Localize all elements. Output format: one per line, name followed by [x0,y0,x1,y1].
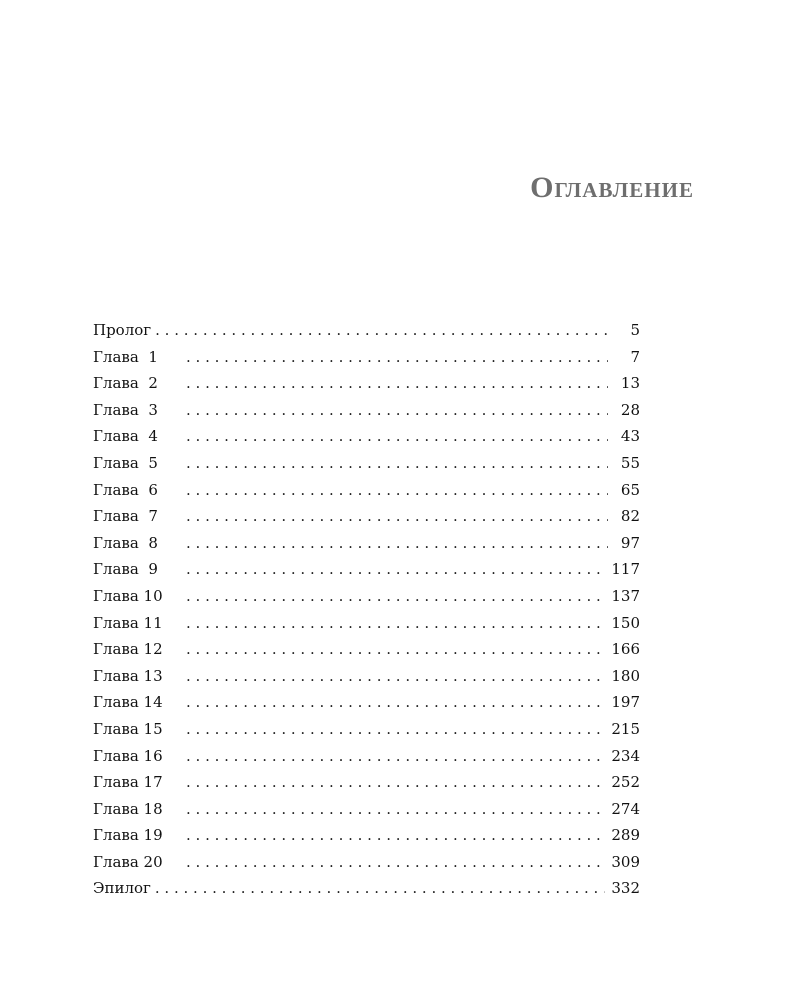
toc-entry-chapter-4[interactable] [93,423,640,450]
dot-leader [186,769,605,796]
toc-entry-page: 5 [630,321,640,339]
toc-entry-chapter-5[interactable] [93,450,640,477]
toc-entry-page: 197 [611,693,640,712]
toc-entry-page: 65 [620,480,640,499]
toc-entry-page: 150 [611,613,640,632]
toc-entry-chapter-3[interactable] [93,397,640,424]
dot-leader [155,317,608,344]
toc-entry-chapter-14[interactable] [93,689,640,716]
table-of-contents [93,317,640,902]
toc-entry-label: Глава 7 [93,507,158,526]
toc-entry-label: Глава 1 [93,347,158,366]
toc-entry-page: 28 [620,400,640,419]
dot-leader [186,344,608,371]
toc-entry-chapter-18[interactable] [93,796,640,823]
dot-leader [186,450,608,477]
toc-entry-label: Глава 13 [93,666,163,685]
dot-leader [186,689,605,716]
toc-entry-page: 7 [630,347,640,366]
toc-entry-page: 13 [620,374,640,393]
toc-entry-chapter-7[interactable] [93,503,640,530]
dot-leader [186,556,605,583]
toc-entry-page: 215 [611,719,640,738]
toc-entry-prologue[interactable] [93,317,640,344]
page-title: Оглавление [530,171,694,204]
toc-entry-label: Глава 5 [93,453,158,472]
toc-entry-page: 97 [620,533,640,552]
toc-entry-label: Глава 15 [93,719,163,738]
toc-entry-chapter-9[interactable] [93,556,640,583]
dot-leader [186,636,605,663]
toc-entry-label: Глава 4 [93,427,158,446]
toc-entry-page: 166 [611,640,640,659]
toc-entry-label: Глава 3 [93,400,158,419]
toc-entry-page: 252 [611,773,640,792]
dot-leader [186,849,605,876]
dot-leader [186,796,605,823]
dot-leader [186,423,608,450]
toc-entry-label: Глава 20 [93,852,163,871]
toc-entry-chapter-8[interactable] [93,530,640,557]
toc-entry-chapter-20[interactable] [93,849,640,876]
dot-leader [186,743,605,770]
toc-entry-label: Глава 16 [93,746,163,765]
toc-entry-label: Глава 11 [93,613,163,632]
dot-leader [186,663,605,690]
toc-entry-chapter-16[interactable] [93,743,640,770]
toc-entry-chapter-6[interactable] [93,477,640,504]
toc-entry-label: Глава 6 [93,480,158,499]
toc-entry-label: Глава 8 [93,533,158,552]
dot-leader [155,875,605,902]
dot-leader [186,503,608,530]
toc-entry-page: 137 [611,586,640,605]
toc-entry-label: Глава 12 [93,640,163,659]
toc-entry-chapter-19[interactable] [93,822,640,849]
toc-entry-chapter-11[interactable] [93,610,640,637]
toc-entry-page: 309 [611,852,640,871]
toc-entry-chapter-1[interactable] [93,344,640,371]
toc-entry-page: 55 [620,453,640,472]
toc-entry-page: 332 [611,879,640,898]
toc-entry-label: Глава 2 [93,374,158,393]
toc-entry-page: 180 [611,666,640,685]
toc-entry-label: Глава 19 [93,826,163,845]
dot-leader [186,822,605,849]
toc-entry-page: 234 [611,746,640,765]
toc-entry-chapter-15[interactable] [93,716,640,743]
toc-entry-page: 43 [620,427,640,446]
toc-entry-page: 117 [611,560,640,579]
toc-entry-chapter-10[interactable] [93,583,640,610]
toc-entry-label: Пролог [93,321,152,339]
toc-entry-label: Глава 18 [93,799,163,818]
dot-leader [186,530,608,557]
toc-entry-epilogue[interactable] [93,875,640,902]
toc-entry-page: 289 [611,826,640,845]
dot-leader [186,397,608,424]
toc-entry-label: Глава 10 [93,586,163,605]
dot-leader [186,610,605,637]
toc-entry-chapter-13[interactable] [93,663,640,690]
toc-entry-chapter-12[interactable] [93,636,640,663]
toc-entry-label: Глава 14 [93,693,163,712]
dot-leader [186,477,608,504]
toc-entry-chapter-17[interactable] [93,769,640,796]
dot-leader [186,583,605,610]
toc-entry-page: 82 [620,507,640,526]
dot-leader [186,370,608,397]
toc-entry-label: Эпилог [93,879,151,898]
toc-entry-chapter-2[interactable] [93,370,640,397]
dot-leader [186,716,605,743]
toc-entry-page: 274 [611,799,640,818]
toc-entry-label: Глава 9 [93,560,158,579]
toc-entry-label: Глава 17 [93,773,163,792]
